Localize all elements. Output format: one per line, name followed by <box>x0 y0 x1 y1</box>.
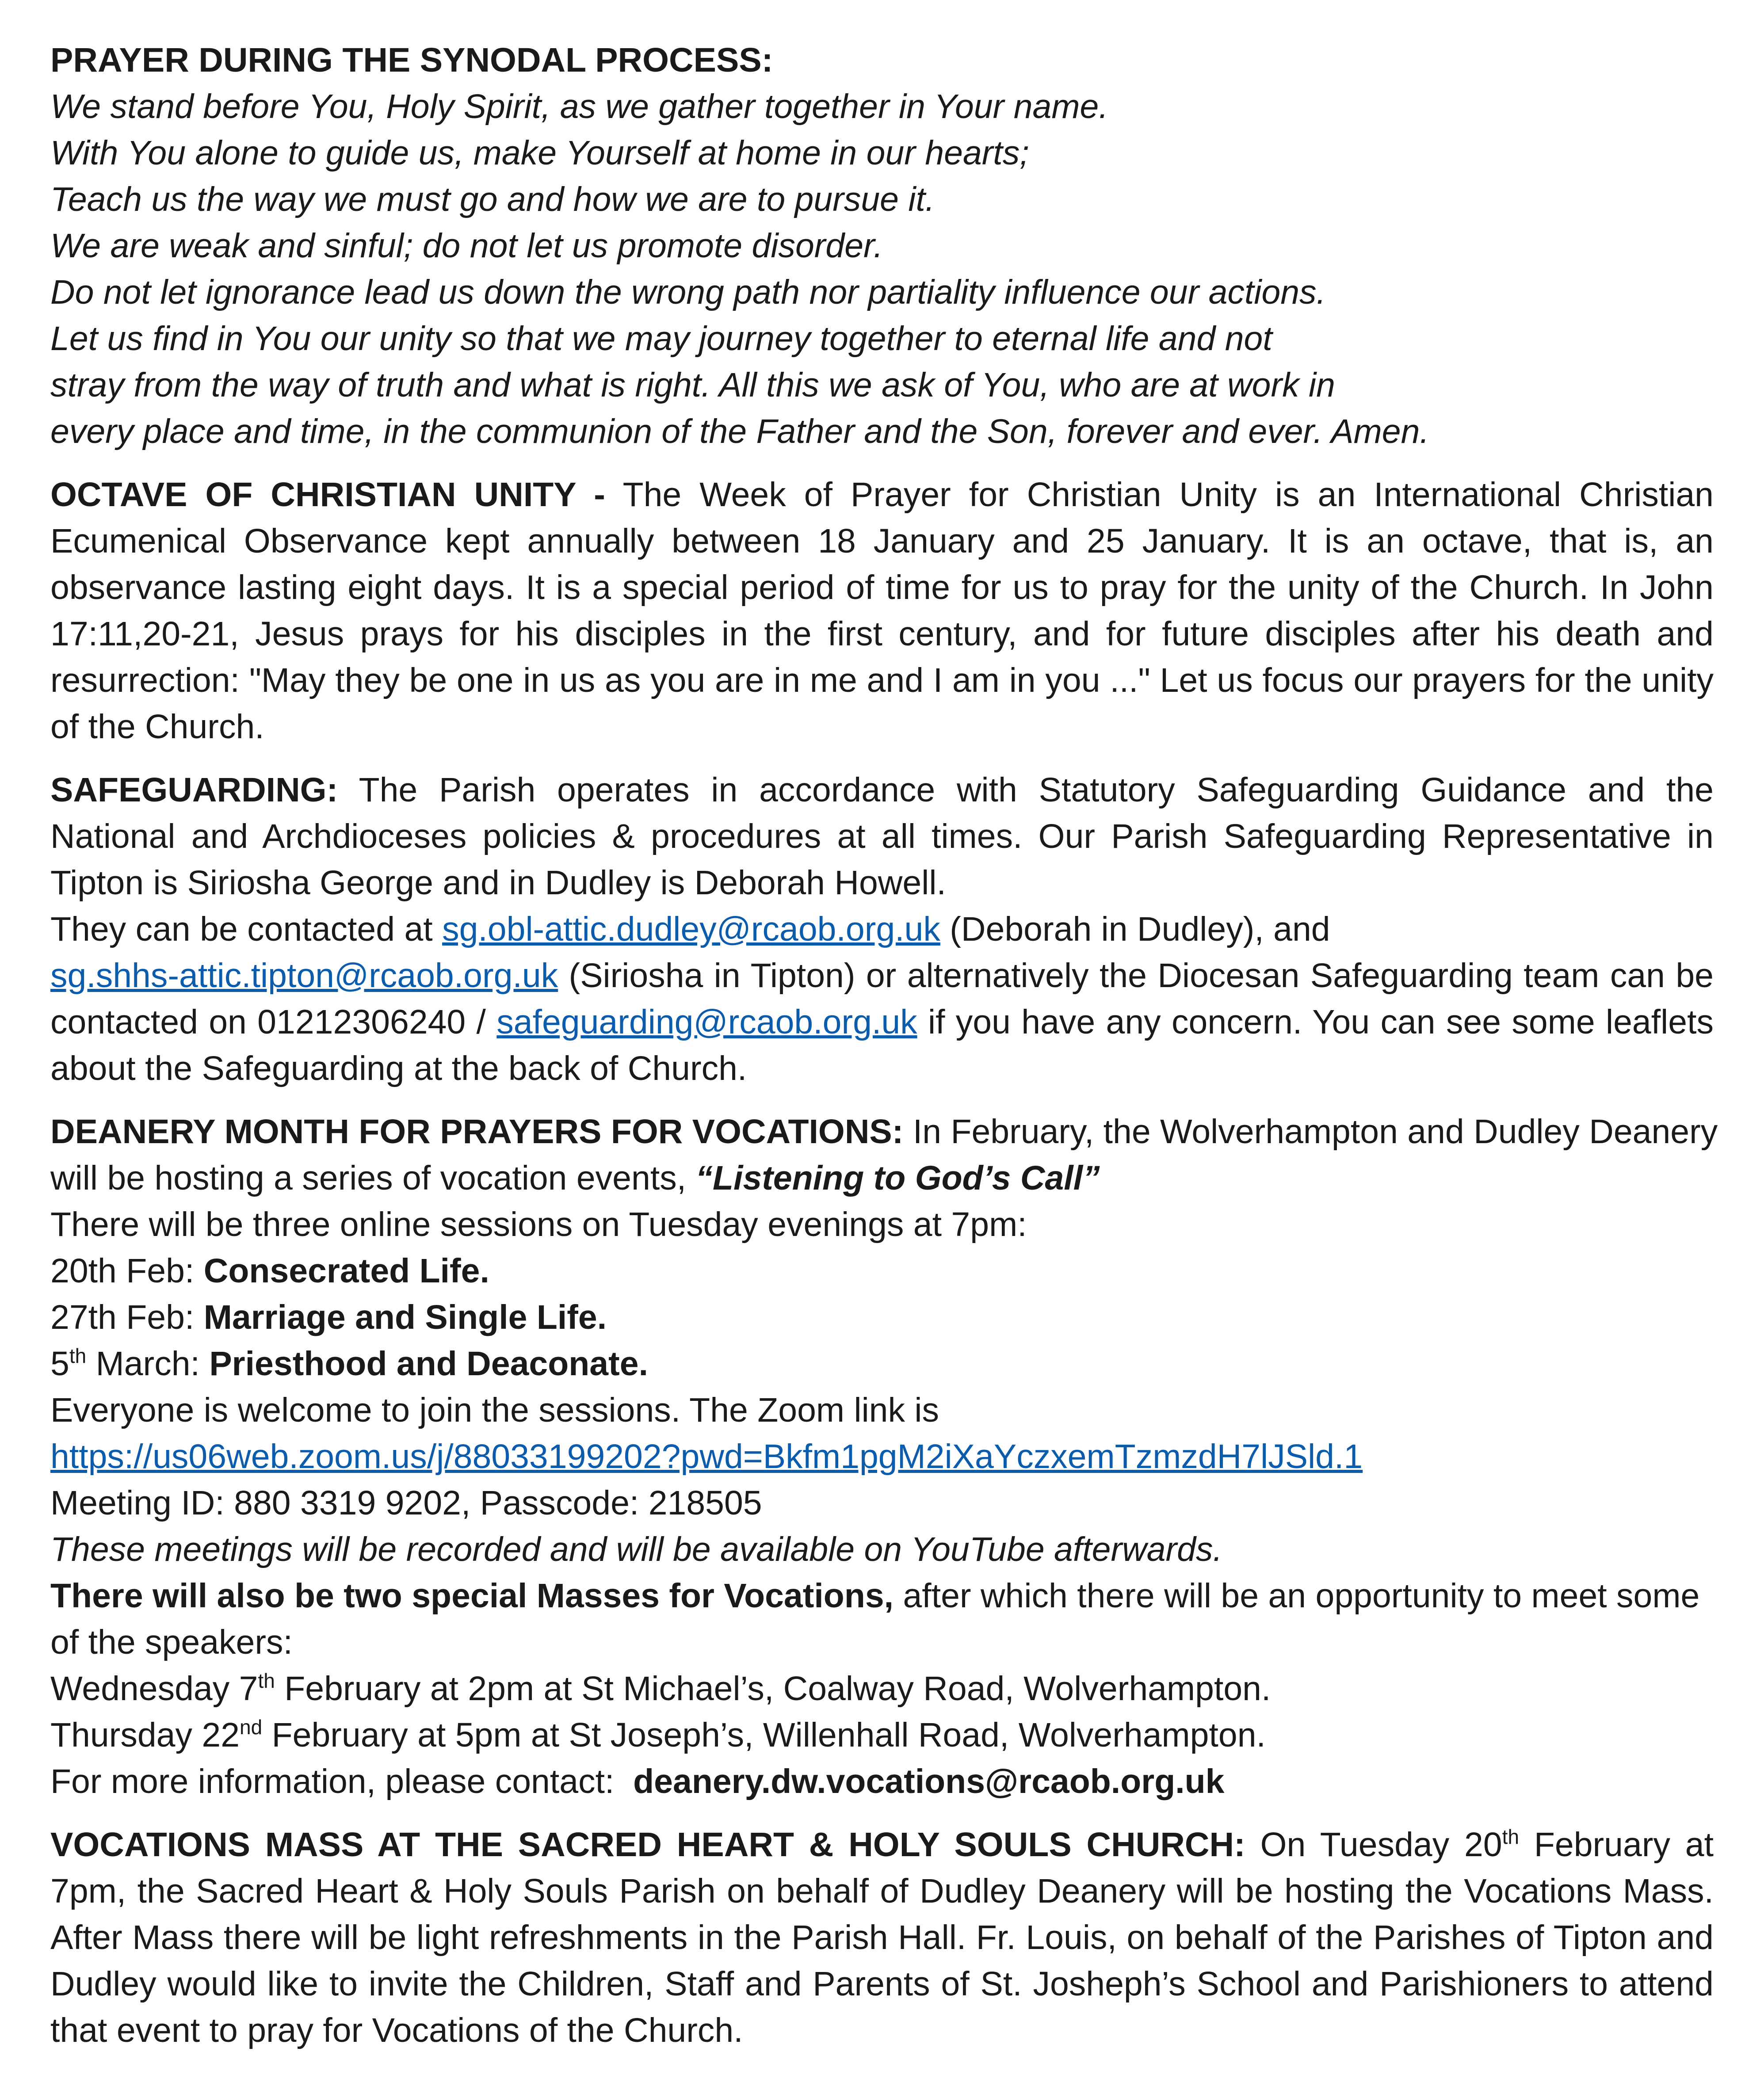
mass-text: Thursday 22 <box>50 1716 240 1754</box>
masses-heading: There will also be two special Masses for Vocations, <box>50 1577 894 1615</box>
safeguarding-paragraph <box>50 767 1714 906</box>
vocations-mass-section <box>50 1822 1714 2054</box>
bulletin-page <box>50 37 1718 2054</box>
sessions-intro: There will be three online sessions on Tuesday evenings at 7pm: <box>50 1205 1027 1243</box>
prayer-line: Teach us the way we must go and how we are to pursue it. <box>50 180 935 218</box>
prayer-line: every place and time, in the communion of the Father and the Son, forever and ever. Amen. <box>50 412 1429 450</box>
email-link-dudley[interactable]: sg.obl-attic.dudley@rcaob.org.uk <box>442 910 940 948</box>
mass-text: February at 2pm at St Michael’s, Coalway Road, Wolverhampton. <box>275 1670 1271 1708</box>
event-title: “Listening to God’s Call” <box>695 1159 1100 1197</box>
vocations-mass-heading: VOCATIONS MASS AT THE SACRED HEART & HOLY SOULS CHURCH: <box>50 1826 1245 1864</box>
prayer-section <box>50 37 1714 455</box>
mass-item <box>50 1712 1714 1758</box>
email-link-tipton[interactable]: sg.shhs-attic.tipton@rcaob.org.uk <box>50 957 558 995</box>
deanery-intro-text: In February, the Wolverhampton and Dudley Deanery <box>903 1113 1718 1151</box>
session-date: 5 <box>50 1345 69 1383</box>
contact-text: if you have any concern. You can see some leaflets about the Safeguarding at the back of Church. <box>50 1003 1714 1087</box>
session-topic: Consecrated Life. <box>203 1252 489 1290</box>
safeguarding-body: The Parish operates in accordance with Statutory Safeguarding Guidance and the National and Archdioceses policies & procedures at all times. Our Parish Safeguarding Representative in Tipton is Siriosha George and in Dudley is Deborah Howell. <box>50 771 1714 902</box>
deanery-heading: DEANERY MONTH FOR PRAYERS FOR VOCATIONS: <box>50 1113 904 1151</box>
zoom-link-line <box>50 1434 1714 1480</box>
mass-text: Wednesday 7 <box>50 1670 258 1708</box>
contact-prefix: They can be contacted at <box>50 910 443 948</box>
welcome-text: Everyone is welcome to join the sessions. The Zoom link is <box>50 1391 939 1429</box>
session-date: March: <box>86 1345 210 1383</box>
prayer-heading: PRAYER DURING THE SYNODAL PROCESS: <box>50 41 773 79</box>
masses-paragraph <box>50 1573 1714 1666</box>
date-suffix: th <box>258 1669 275 1692</box>
safeguarding-heading: SAFEGUARDING: <box>50 771 338 809</box>
date-suffix: nd <box>240 1716 263 1739</box>
octave-section <box>50 472 1714 750</box>
contact-email[interactable]: deanery.dw.vocations@rcaob.org.uk <box>633 1762 1225 1800</box>
prayer-line: We are weak and sinful; do not let us promote disorder. <box>50 227 883 265</box>
recording-note: These meetings will be recorded and will be available on YouTube afterwards. <box>50 1530 1222 1568</box>
prayer-line: We stand before You, Holy Spirit, as we gather together in Your name. <box>50 88 1108 126</box>
contact-label: For more information, please contact: <box>50 1762 634 1800</box>
session-topic: Priesthood and Deaconate. <box>209 1345 648 1383</box>
date-suffix: th <box>69 1344 87 1367</box>
vocations-mass-text: February at 7pm, the Sacred Heart & Holy Souls Parish on behalf of Dudley Deanery will be hosting the Vocations Mass. After Mass there will be light refreshments in the Parish Hall. Fr. Louis, on behalf of the Parishes of Tipton and Dudley would like to invite the Children, Staff and Parents of St. Josheph’s School and Parishioners to attend that event to pray for Vocations of the Church. <box>50 1826 1714 2049</box>
session-topic: Marriage and Single Life. <box>203 1298 607 1336</box>
deanery-intro <box>50 1109 1718 1155</box>
mass-item <box>50 1666 1714 1712</box>
deanery-intro-line2 <box>50 1155 1714 1202</box>
safeguarding-section <box>50 767 1714 1092</box>
session-item <box>50 1341 1714 1387</box>
masses-text: after which there will be an opportunity to meet some of the speakers: <box>50 1577 1700 1661</box>
prayer-line: Do not let ignorance lead us down the wrong path nor partiality influence our actions. <box>50 273 1326 311</box>
mass-text: February at 5pm at St Joseph’s, Willenhall Road, Wolverhampton. <box>262 1716 1266 1754</box>
session-date: 20th Feb: <box>50 1252 204 1290</box>
deanery-intro-text: will be hosting a series of vocation events, <box>50 1159 696 1197</box>
octave-body: The Week of Prayer for Christian Unity is an International Christian Ecumenical Observance kept annually between 18 January and 25 January. It is an octave, that is, an observance lasting eight days. It is a special period of time for us to pray for the unity of the Church. In John 17:11,20-21, Jesus prays for his disciples in the first century, and for future disciples after his death and resurrection: "May they be one in us as you are in me and I am in you ..." Let us focus our prayers for the unity of the Church. <box>50 476 1714 746</box>
email-link-diocese[interactable]: safeguarding@rcaob.org.uk <box>496 1003 917 1041</box>
prayer-line: stray from the way of truth and what is right. All this we ask of You, who are at work in <box>50 366 1335 404</box>
meeting-details: Meeting ID: 880 3319 9202, Passcode: 218505 <box>50 1484 762 1522</box>
prayer-line: With You alone to guide us, make Yourself at home in our hearts; <box>50 134 1029 172</box>
deanery-section <box>50 1109 1718 1805</box>
contact-line <box>50 1758 1714 1805</box>
prayer-line: Let us find in You our unity so that we may journey together to eternal life and not <box>50 320 1272 358</box>
date-suffix: th <box>1502 1825 1520 1848</box>
session-date: 27th Feb: <box>50 1298 204 1336</box>
vocations-mass-text: On Tuesday 20 <box>1245 1826 1502 1864</box>
contact-text: (Siriosha in Tipton) or alternatively the Diocesan Safeguarding team can be contacted on 01212306240 / <box>50 957 1714 1041</box>
session-item <box>50 1248 1714 1294</box>
octave-heading: OCTAVE OF CHRISTIAN UNITY - <box>50 476 605 514</box>
safeguarding-contacts <box>50 906 1714 1092</box>
zoom-link[interactable]: https://us06web.zoom.us/j/88033199202?pwd=Bkfm1pgM2iXaYczxemTzmzdH7lJSld.1 <box>50 1438 1363 1476</box>
session-item <box>50 1294 1714 1341</box>
contact-text: (Deborah in Dudley), and <box>940 910 1330 948</box>
